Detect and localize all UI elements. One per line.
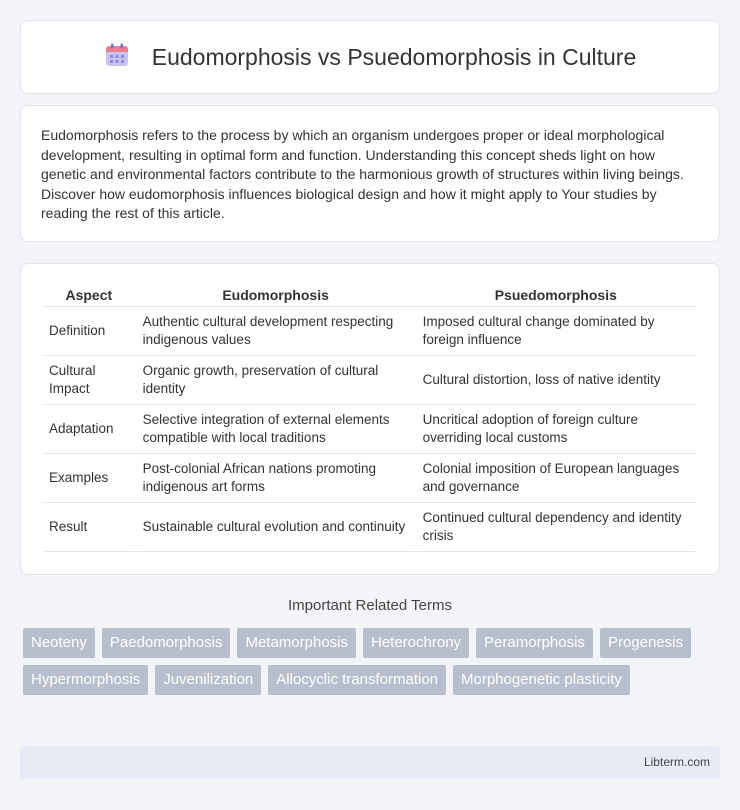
table-row (43, 307, 695, 356)
row-aspect: Result (43, 503, 135, 552)
tag-peramorphosis[interactable]: Peramorphosis (476, 628, 593, 658)
footer-site-link[interactable]: Libterm.com (643, 755, 710, 769)
row-eudomorphosis: Organic growth, preservation of cultural identity (137, 356, 415, 405)
intro-card (20, 105, 720, 242)
calendar-icon (104, 42, 130, 73)
row-aspect: Definition (43, 307, 135, 356)
tag-morphogenetic-plasticity[interactable]: Morphogenetic plasticity (453, 665, 630, 695)
tag-hypermorphosis[interactable]: Hypermorphosis (23, 665, 148, 695)
table-row (43, 454, 695, 503)
related-terms-list (23, 628, 723, 695)
row-psuedomorphosis: Cultural distortion, loss of native identity (417, 356, 695, 405)
tag-progenesis[interactable]: Progenesis (600, 628, 691, 658)
header-card (20, 20, 720, 94)
table-row (43, 405, 695, 454)
tag-metamorphosis[interactable]: Metamorphosis (237, 628, 356, 658)
table-row (43, 356, 695, 405)
row-psuedomorphosis: Uncritical adoption of foreign culture overriding local customs (417, 405, 695, 454)
row-aspect: Adaptation (43, 405, 135, 454)
row-eudomorphosis: Authentic cultural development respecting indigenous values (137, 307, 415, 356)
tag-allocyclic-transformation[interactable]: Allocyclic transformation (268, 665, 446, 695)
row-aspect: Cultural Impact (43, 356, 135, 405)
row-eudomorphosis: Sustainable cultural evolution and continuity (137, 503, 415, 552)
table-row (43, 503, 695, 552)
tag-heterochrony[interactable]: Heterochrony (363, 628, 469, 658)
related-terms-title: Important Related Terms (288, 597, 452, 614)
row-eudomorphosis: Post-colonial African nations promoting indigenous art forms (137, 454, 415, 503)
row-psuedomorphosis: Continued cultural dependency and identity crisis (417, 503, 695, 552)
page-title: Eudomorphosis vs Psuedomorphosis in Culture (151, 43, 637, 70)
footer (20, 746, 720, 779)
row-psuedomorphosis: Colonial imposition of European languages and governance (417, 454, 695, 503)
comparison-table (41, 284, 697, 552)
row-psuedomorphosis: Imposed cultural change dominated by foreign influence (417, 307, 695, 356)
tag-neoteny[interactable]: Neoteny (23, 628, 95, 658)
header-eudomorphosis: Eudomorphosis (137, 284, 415, 307)
row-eudomorphosis: Selective integration of external elements compatible with local traditions (137, 405, 415, 454)
header-psuedomorphosis: Psuedomorphosis (417, 284, 695, 307)
intro-paragraph: Eudomorphosis refers to the process by which an organism undergoes proper or ideal morphological development, resulting in optimal form and function. Understanding this concept sheds light on how genetic and environmental factors contribute to the harmonious growth of structures within living beings. Discover how eudomorphosis influences biological design and how it might apply to Your studies by reading the rest of this article. (41, 127, 684, 222)
table-header-row (43, 284, 695, 307)
tag-juvenilization[interactable]: Juvenilization (155, 665, 261, 695)
header (104, 42, 637, 73)
comparison-card (20, 263, 720, 575)
tag-paedomorphosis[interactable]: Paedomorphosis (102, 628, 231, 658)
header-aspect: Aspect (43, 284, 135, 307)
row-aspect: Examples (43, 454, 135, 503)
